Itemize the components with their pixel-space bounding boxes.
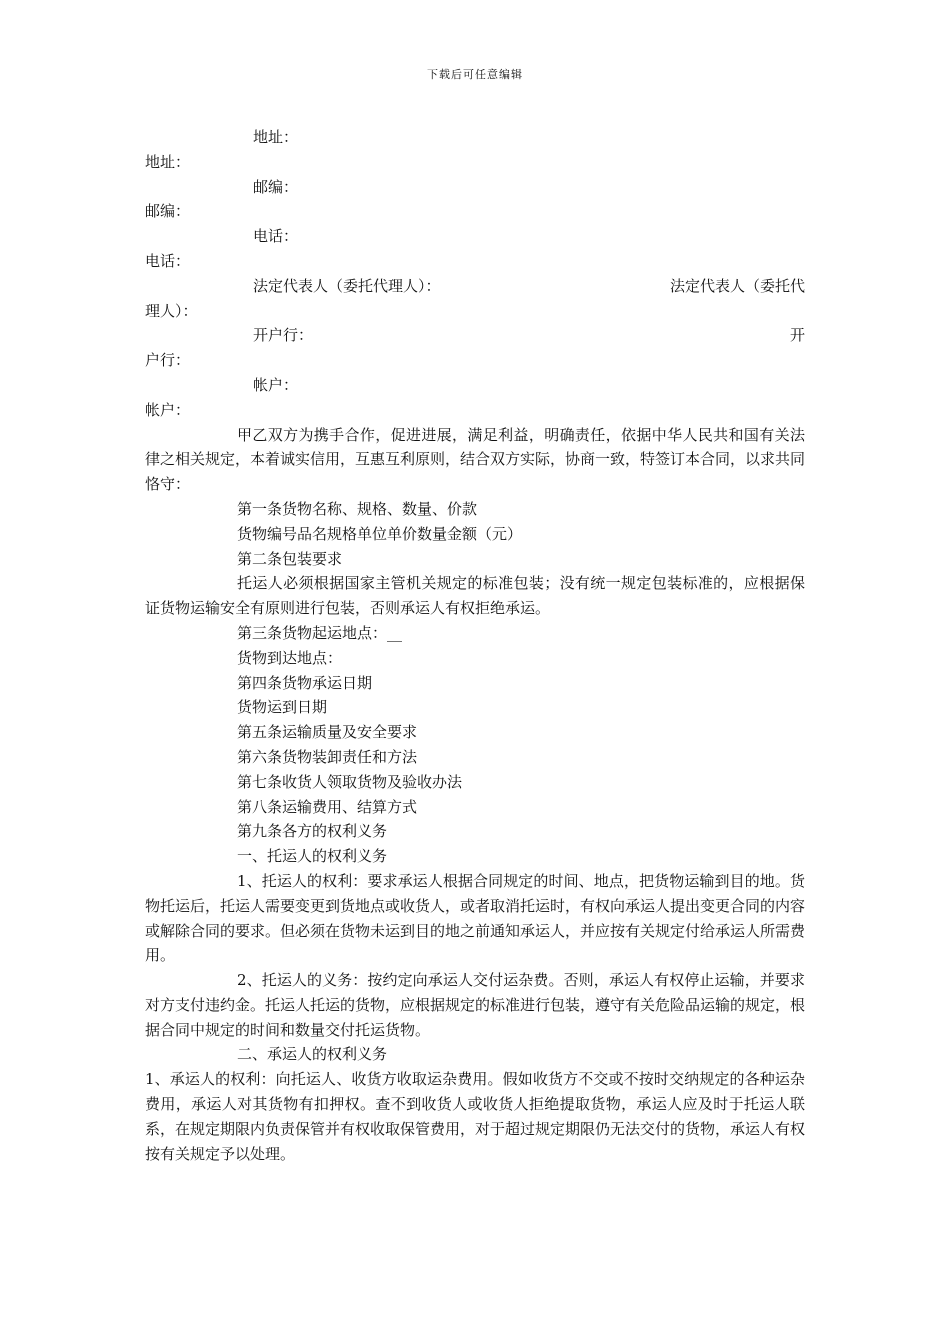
party-a-legal-rep-label: 法定代表人（委托代理人）： <box>253 276 441 295</box>
party-a-phone-label: 电话： <box>253 227 299 246</box>
article-8-title: 第八条运输费用、结算方式 <box>237 797 418 816</box>
party-b-bank-label-part1: 开 <box>789 326 805 345</box>
party-a-address-label: 地址： <box>253 128 299 146</box>
shipper-heading: 一、托运人的权利义务 <box>237 847 388 866</box>
party-b-legal-rep-label-part1: 法定代表人（委托代 <box>669 276 805 295</box>
article-6-title: 第六条货物装卸责任和方法 <box>237 747 418 766</box>
article-4-title: 第四条货物承运日期 <box>237 673 373 692</box>
party-a-account-label: 帐户： <box>253 375 299 394</box>
party-b-account-label: 帐户： <box>145 400 191 419</box>
intro-paragraph: 甲乙双方为携手合作，促进进展，满足利益，明确责任，依据中华人民共和国有关法律之相关规定，本着诚实信用，互惠互利原则，结合双方实际，协商一致，特签订本合同，以求共同恪守： <box>145 425 806 494</box>
page-header-note: 下载后可任意编辑 <box>427 68 523 81</box>
party-b-address-label: 地址： <box>145 152 191 171</box>
article-3-title: 第三条货物起运地点：__ <box>237 623 403 642</box>
article-1-title: 第一条货物名称、规格、数量、价款 <box>237 499 478 518</box>
bank-row <box>145 323 805 348</box>
shipper-rights: 1、托运人的权利：要求承运人根据合同规定的时间、地点，把货物运输到目的地。货物托运后，托运人需要变更到货地点或收货人，或者取消托运时，有权向承运人提出变更合同的内容或解除合同的要求。但必须在货物未运到目的地之前通知承运人，并应按有关规定付给承运人所需费用。 <box>145 871 806 965</box>
article-3-destination: 货物到达地点： <box>237 648 343 667</box>
carrier-rights: 1、承运人的权利：向托运人、收货方收取运杂费用。假如收货方不交或不按时交纳规定的各种运杂费用，承运人对其货物有扣押权。查不到收货人或收货人拒绝提取货物，承运人应及时于托运人联系，在规定期限内负责保管并有权收取保管费用，对于超过规定期限仍无法交付的货物，承运人有权按有关规定予以处理。 <box>145 1070 806 1163</box>
shipper-duties: 2、托运人的义务：按约定向承运人交付运杂费。否则，承运人有权停止运输，并要求对方支付违约金。托运人托运的货物，应根据规定的标准进行包装，遵守有关危险品运输的规定，根据合同中规定的时间和数量交付托运货物。 <box>145 971 806 1039</box>
article-1-columns: 货物编号品名规格单位单价数量金额（元） <box>237 524 523 543</box>
party-b-bank-label-part2: 户行： <box>145 351 191 370</box>
article-2-text: 托运人必须根据国家主管机关规定的标准包装；没有统一规定包装标准的，应根据保证货物运输安全有原则进行包装，否则承运人有权拒绝承运。 <box>145 574 805 618</box>
article-7-title: 第七条收货人领取货物及验收办法 <box>237 772 463 791</box>
carrier-heading: 二、承运人的权利义务 <box>237 1045 388 1064</box>
article-2-title: 第二条包装要求 <box>237 549 343 568</box>
article-9-title: 第九条各方的权利义务 <box>237 822 388 841</box>
article-4-arrival: 货物运到日期 <box>237 698 328 717</box>
legal-rep-row <box>145 274 805 299</box>
party-a-postcode-label: 邮编： <box>253 177 299 196</box>
party-b-postcode-label: 邮编： <box>145 202 191 221</box>
party-b-phone-label: 电话： <box>145 251 191 270</box>
party-a-bank-label: 开户行： <box>253 326 314 345</box>
contract-body <box>145 125 805 1166</box>
article-5-title: 第五条运输质量及安全要求 <box>237 723 418 742</box>
party-b-legal-rep-label-part2: 理人）： <box>145 301 198 320</box>
